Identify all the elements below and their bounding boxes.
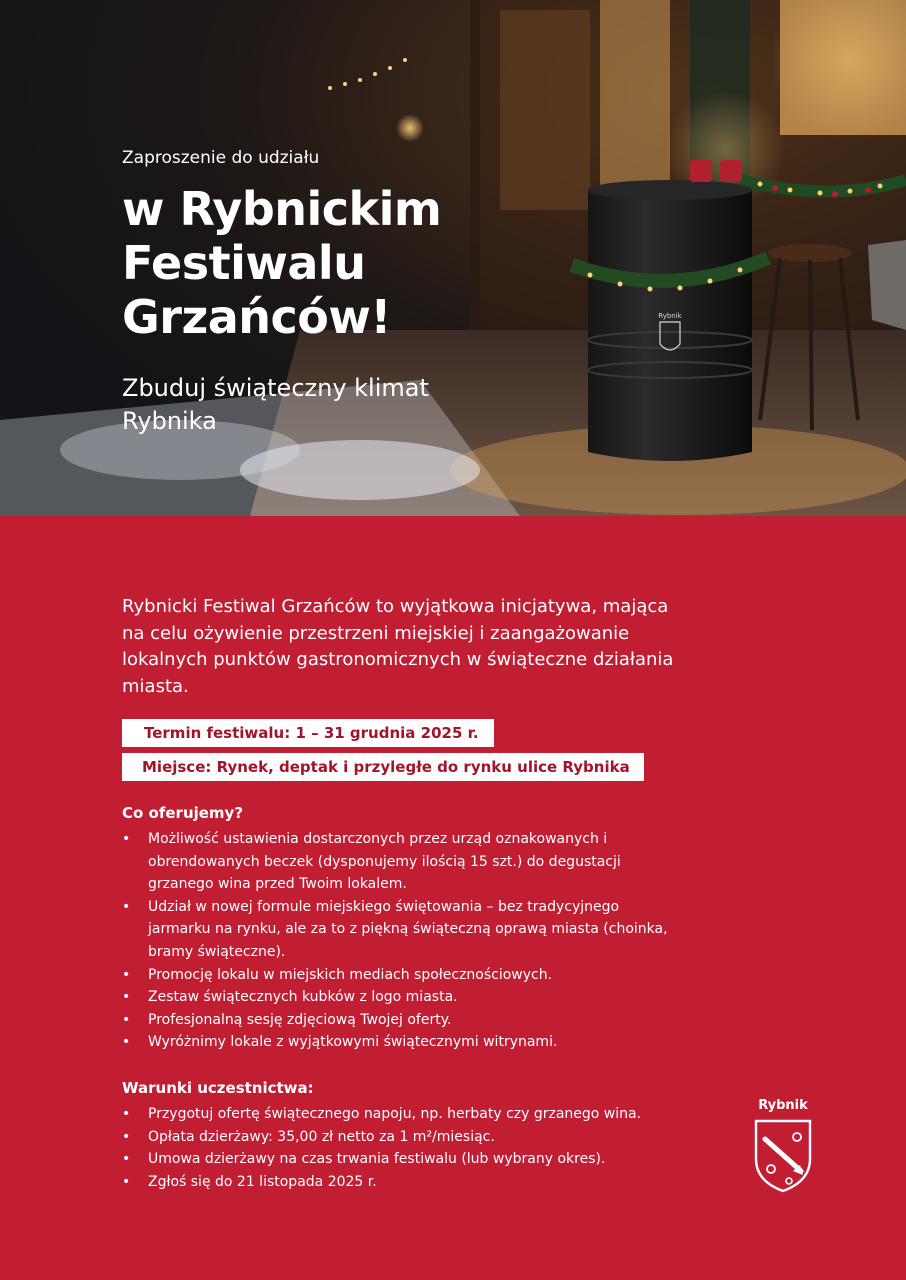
list-item — [122, 1171, 682, 1194]
hero-text — [122, 148, 442, 438]
offer-heading: Co oferujemy? — [122, 804, 244, 822]
title-line-3: Grzańców! — [122, 290, 391, 344]
bullet-icon: • — [122, 898, 131, 915]
list-item — [122, 1031, 682, 1054]
invitation-intro: Zaproszenie do udziału — [122, 148, 320, 168]
bullet-icon: • — [122, 1034, 131, 1051]
list-item — [122, 1126, 682, 1149]
conditions-section — [122, 1079, 682, 1193]
bullet-icon: • — [122, 989, 131, 1006]
event-title — [122, 182, 442, 344]
barrel-label: Rybnik — [658, 312, 682, 320]
list-item — [122, 896, 682, 964]
bullet-icon: • — [122, 1128, 131, 1145]
offer-item-text: Profesjonalną sesję zdjęciową Twojej oferty. — [148, 1011, 452, 1028]
offer-item-text: Wyróżnimy lokale z wyjątkowymi świątecznymi witrynami. — [148, 1034, 558, 1051]
festival-place-tag: Miejsce: Rynek, deptak i przyległe do rynku ulice Rybnika — [122, 753, 644, 781]
bullet-icon: • — [122, 1151, 131, 1168]
conditions-list — [122, 1103, 682, 1193]
bullet-icon: • — [122, 1106, 131, 1122]
condition-item-text: Zgłoś się do 21 listopada 2025 r. — [148, 1173, 377, 1190]
list-item — [122, 964, 682, 987]
hero-photo — [0, 0, 906, 516]
event-subtitle: Zbuduj świąteczny klimat Rybnika — [122, 374, 429, 435]
offer-item-text: Możliwość ustawienia dostarczonych przez urząd oznakowanych i obrendowanych beczek (dysponujemy ilością 15 szt.) do degustacji grzanego wina przed Twoim lokalem. — [148, 831, 621, 893]
condition-item-text: Umowa dzierżawy na czas trwania festiwalu (lub wybrany okres). — [148, 1151, 606, 1168]
list-item — [122, 828, 682, 896]
condition-item-text: Przygotuj ofertę świątecznego napoju, np. herbaty czy grzanego wina. — [148, 1106, 642, 1122]
lead-paragraph: Rybnicki Festiwal Grzańców to wyjątkowa inicjatywa, mająca na celu ożywienie przestrzeni miejskiej i zaangażowanie lokalnych punktów gastronomicznych w świąteczne działania miasta. — [122, 596, 674, 697]
list-item — [122, 1103, 682, 1126]
offer-item-text: Udział w nowej formule miejskiego świętowania – bez tradycyjnego jarmarku na rynku, ale za to z piękną świąteczną oprawą miasta (choinka, bramy świąteczne). — [148, 898, 668, 960]
bullet-icon: • — [122, 1011, 131, 1028]
title-line-1: w Rybnickim — [122, 182, 442, 236]
bullet-icon: • — [122, 1173, 131, 1190]
offer-item-text: Zestaw świątecznych kubków z logo miasta. — [148, 989, 458, 1006]
offer-item-text: Promocję lokalu w miejskich mediach społecznościowych. — [148, 966, 553, 983]
city-logo — [752, 1098, 814, 1197]
condition-item-text: Opłata dzierżawy: 35,00 zł netto za 1 m²/miesiąc. — [148, 1128, 495, 1145]
offer-list — [122, 828, 682, 1054]
list-item — [122, 986, 682, 1009]
list-item — [122, 1009, 682, 1032]
coat-of-arms-icon — [753, 1119, 813, 1193]
festival-date-tag: Termin festiwalu: 1 – 31 grudnia 2025 r. — [122, 719, 494, 747]
logo-name: Rybnik — [758, 1098, 808, 1113]
title-line-2: Festiwalu — [122, 236, 366, 290]
list-item — [122, 1148, 682, 1171]
content-panel — [0, 516, 906, 1280]
conditions-heading: Warunki uczestnictwa: — [122, 1079, 314, 1097]
bullet-icon: • — [122, 966, 131, 983]
offer-section — [122, 804, 682, 1054]
bullet-icon: • — [122, 831, 131, 847]
